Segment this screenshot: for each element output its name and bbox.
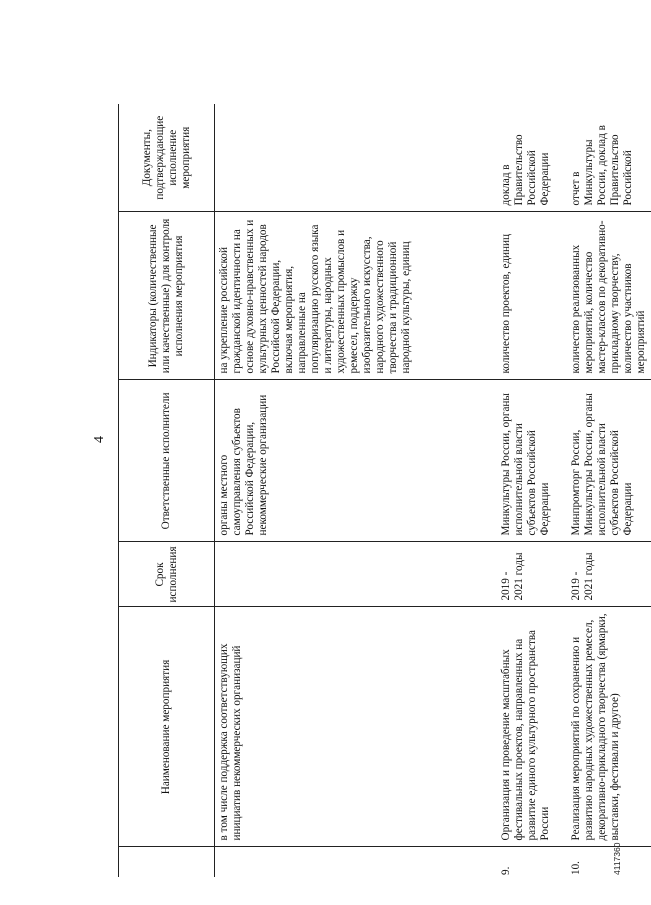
row-documents — [215, 104, 497, 212]
measures-table — [118, 104, 651, 877]
row-indicators: количество проектов, единиц — [497, 212, 567, 380]
document-id: 4117360 — [612, 842, 622, 875]
row-num: 9. — [499, 866, 512, 875]
header-name: Наименование мероприятия — [119, 607, 215, 847]
row-executors: органы местного самоуправления субъектов Российской Федерации, некоммерческие организации — [215, 380, 497, 542]
row-name: Реализация мероприятий по сохранению и развитию народных художественных ремесел, декоративно-прикладного творчества (ярмарки, выставки, фестивали и другое) — [567, 607, 651, 847]
page-number: 4 — [92, 436, 107, 443]
row-documents: отчет в Минкультуры России, доклад в Правительство Российской — [567, 104, 651, 212]
header-indicators: Индикаторы (количественные или качественные) для контроля исполнения мероприятия — [119, 212, 215, 380]
row-term — [215, 542, 497, 607]
header-term: Срок исполнения — [119, 542, 215, 607]
row-indicators: количество реализованных мероприятий, количество мастер-классов по декоративно-прикладному творчеству, количество участников мероприятий — [567, 212, 651, 380]
header-num — [119, 847, 215, 877]
row-name: в том числе поддержка соответствующих инициатив некоммерческих организаций — [215, 607, 497, 847]
row-executors: Минкультуры России, органы исполнительной власти субъектов Российской Федерации — [497, 380, 567, 542]
table-row — [567, 104, 651, 877]
header-executors: Ответственные исполнители — [119, 380, 215, 542]
row-indicators: на укрепление российской гражданской идентичности на основе духовно-нравственных и культурных ценностей народов Российской Федерации, включая мероприятия, направленные на популяризацию русского языка и литературы, народных художественных промыслов и ремесел, поддержку изобразительного искусства, народного художественного творчества и традиционной народной культуры, единиц — [215, 212, 497, 380]
row-term: 2019 - 2021 годы — [497, 542, 567, 607]
table-header-row — [119, 104, 215, 877]
row-num: 10. — [569, 861, 582, 875]
row-num — [215, 847, 497, 877]
table-row — [215, 104, 497, 877]
row-name: Организация и проведение масштабных фестивальных проектов, направленных на развитие единого культурного пространства России — [497, 607, 567, 847]
table-row — [497, 104, 567, 877]
row-executors: Минпромторг России, Минкультуры России, органы исполнительной власти субъектов Российской Федерации — [567, 380, 651, 542]
row-term: 2019 - 2021 годы — [567, 542, 651, 607]
header-documents: Документы, подтверждающие исполнение мероприятия — [119, 104, 215, 212]
row-documents: доклад в Правительство Российской Федерации — [497, 104, 567, 212]
